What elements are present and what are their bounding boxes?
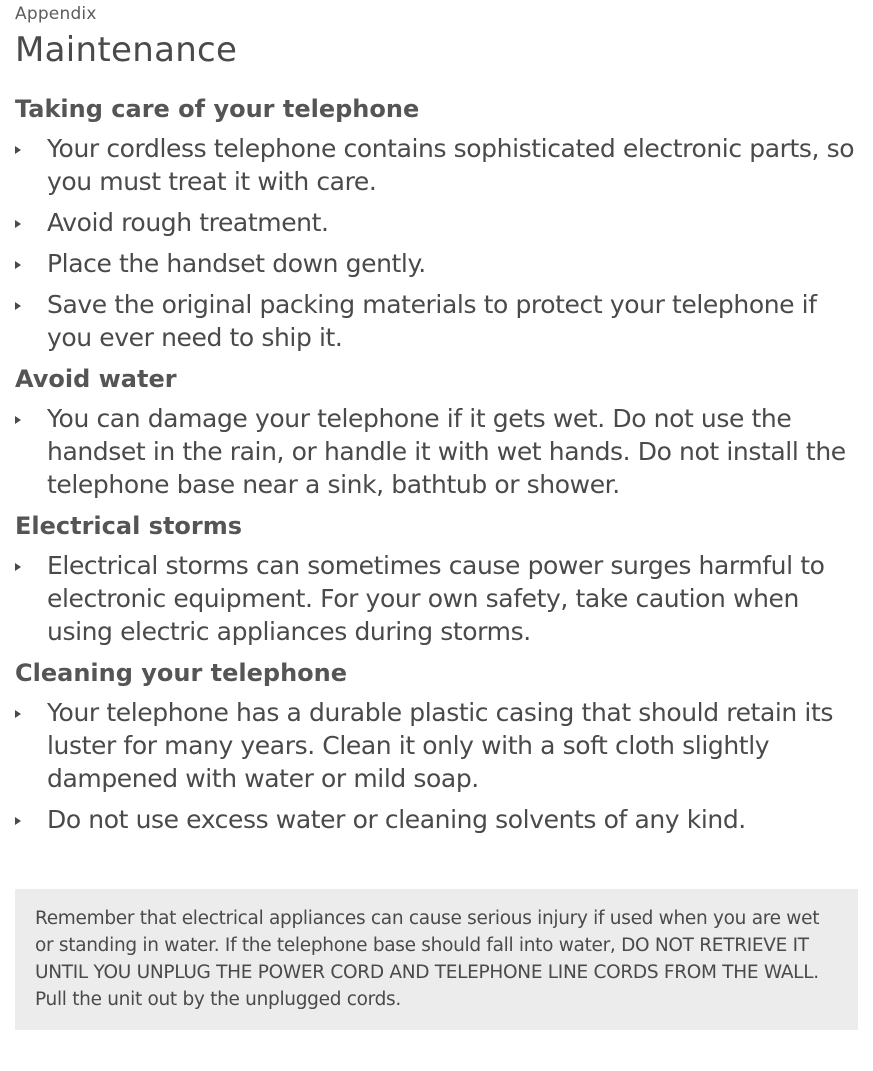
list-item-text: You can damage your telephone if it gets wet. Do not use the handset in the rain, or handle it with wet hands. Do not install the telephone base near a sink, bathtub or shower. xyxy=(47,404,846,499)
bullet-list xyxy=(15,132,860,354)
list-item-text: Place the handset down gently. xyxy=(47,249,426,278)
list-item xyxy=(15,549,860,648)
bullet-arrow-icon xyxy=(15,710,21,718)
list-item xyxy=(15,132,860,198)
list-item-text: Electrical storms can sometimes cause power surges harmful to electronic equipment. For your own safety, take caution when using electric appliances during storms. xyxy=(47,551,825,646)
bullet-arrow-icon xyxy=(15,261,21,269)
list-item-text: Do not use excess water or cleaning solvents of any kind. xyxy=(47,805,746,834)
bullet-arrow-icon xyxy=(15,563,21,571)
section-heading: Taking care of your telephone xyxy=(15,95,420,123)
safety-note-text: Remember that electrical appliances can cause serious injury if used when you are wet or standing in water. If the telephone base should fall into water, DO NOT RETRIEVE IT UNTIL YOU UNPLUG THE POWER CORD AND TELEPHONE LINE CORDS FROM THE WALL. Pull the unit out by the unplugged cords. xyxy=(35,908,820,1010)
list-item xyxy=(15,247,860,280)
list-item-text: Avoid rough treatment. xyxy=(47,208,329,237)
section-electrical-storms xyxy=(15,509,860,648)
bullet-arrow-icon xyxy=(15,302,21,310)
section-heading: Avoid water xyxy=(15,365,177,393)
list-item-text: Your cordless telephone contains sophisticated electronic parts, so you must treat it with care. xyxy=(47,134,855,196)
list-item xyxy=(15,206,860,239)
bullet-list xyxy=(15,402,860,501)
section-heading: Electrical storms xyxy=(15,512,243,540)
sections-container xyxy=(15,92,860,844)
list-item-text: Your telephone has a durable plastic casing that should retain its luster for many years. Clean it only with a soft cloth slightly dampened with water or mild soap. xyxy=(47,698,833,793)
list-item xyxy=(15,402,860,501)
bullet-arrow-icon xyxy=(15,817,21,825)
section-heading: Cleaning your telephone xyxy=(15,659,348,687)
list-item xyxy=(15,803,860,836)
list-item xyxy=(15,288,860,354)
section-avoid-water xyxy=(15,362,860,501)
list-item xyxy=(15,696,860,795)
safety-note-box xyxy=(15,889,858,1030)
section-taking-care xyxy=(15,92,860,354)
section-cleaning xyxy=(15,656,860,836)
bullet-list xyxy=(15,696,860,836)
bullet-arrow-icon xyxy=(15,416,21,424)
bullet-list xyxy=(15,549,860,648)
page-title: Maintenance xyxy=(15,30,238,70)
bullet-arrow-icon xyxy=(15,146,21,154)
section-eyebrow: Appendix xyxy=(15,4,97,24)
bullet-arrow-icon xyxy=(15,220,21,228)
list-item-text: Save the original packing materials to protect your telephone if you ever need to ship it. xyxy=(47,290,817,352)
